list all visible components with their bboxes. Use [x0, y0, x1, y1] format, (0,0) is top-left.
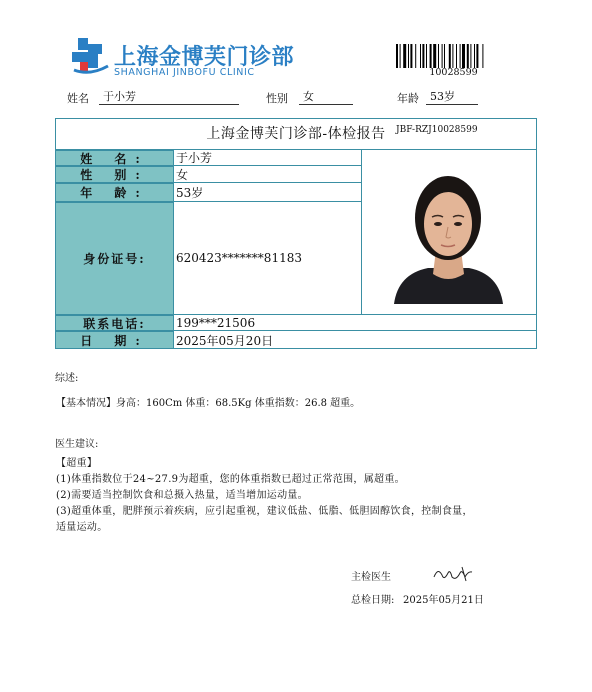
clinic-logo-icon [70, 36, 112, 76]
barcode-bar [410, 44, 412, 68]
barcode-bar [476, 44, 478, 68]
advice-block [56, 456, 541, 536]
advice-line: 适量运动。 [56, 522, 108, 533]
clinic-name-en: SHANGHAI JINBOFU CLINIC [114, 67, 255, 78]
barcode-bar [442, 44, 443, 68]
label-name: 姓 名: [55, 150, 174, 166]
advice-heading: 医生建议: [55, 439, 99, 450]
clinic-name-cn: 上海金博芙门诊部 [114, 45, 295, 70]
portrait-photo [392, 170, 505, 304]
value-id: 620423*******81183 [174, 202, 361, 315]
barcode-bar [408, 44, 409, 68]
barcode-bar [422, 44, 424, 68]
report-title: 上海金博芙门诊部-体检报告 [206, 126, 386, 142]
report-code: JBF-RZJ10028599 [396, 125, 478, 135]
value-name: 于小芳 [174, 150, 361, 166]
advice-line: (3)超重体重，肥胖预示着疾病，应引起重视，建议低盐、低脂、低胆固醇饮食，控制食量， [56, 506, 473, 517]
gender-label: 性别 [266, 92, 288, 105]
age-label: 年龄 [397, 92, 419, 105]
value-date: 2025年05月20日 [176, 333, 274, 348]
barcode-bar [415, 44, 416, 68]
barcode [396, 44, 511, 68]
doctor-label: 主检医生 [351, 572, 391, 583]
name-label: 姓名 [67, 92, 89, 105]
barcode-bar [452, 44, 453, 68]
value-age: 53岁 [174, 183, 361, 202]
doctor-signature [432, 563, 476, 585]
barcode-bar [460, 44, 461, 68]
label-age: 年 龄: [55, 183, 174, 202]
label-gender: 性 别: [55, 166, 174, 183]
barcode-bar [420, 44, 421, 68]
barcode-bar [433, 44, 436, 68]
label-phone: 联系电话: [55, 315, 174, 331]
summary-heading: 综述: [55, 373, 79, 384]
label-date: 日 期: [55, 331, 174, 349]
date-value: 2025年05月21日 [403, 595, 484, 606]
gender-value: 女 [299, 88, 353, 105]
name-value: 于小芳 [99, 88, 239, 105]
barcode-bar [456, 44, 457, 68]
barcode-bar [449, 44, 451, 68]
label-id: 身份证号: [55, 202, 174, 315]
advice-line: (1)体重指数位于24~27.9为超重，您的体重指数已超过正常范围，属超重。 [56, 474, 405, 485]
barcode-number: 10028599 [429, 67, 478, 78]
barcode-bar [444, 44, 445, 68]
date-label: 总检日期: [351, 595, 395, 606]
barcode-bar [474, 44, 475, 68]
summary-basic-info: 【基本情况】身高：160Cm 体重：68.5Kg 体重指数：26.8 超重。 [56, 398, 361, 409]
barcode-bar [430, 44, 432, 68]
barcode-bar [396, 44, 398, 68]
barcode-bar [482, 44, 483, 68]
advice-line: (2)需要适当控制饮食和总摄入热量，适当增加运动量。 [56, 490, 308, 501]
barcode-bar [462, 44, 465, 68]
barcode-bar [438, 44, 439, 68]
age-value: 53岁 [426, 88, 478, 105]
value-phone: 199***21506 [174, 315, 537, 331]
barcode-bar [470, 44, 471, 68]
barcode-bar [467, 44, 469, 68]
barcode-bar [400, 44, 401, 68]
value-gender: 女 [174, 166, 361, 183]
barcode-bar [426, 44, 427, 68]
barcode-bar [403, 44, 406, 68]
advice-category: 【超重】 [56, 458, 98, 469]
